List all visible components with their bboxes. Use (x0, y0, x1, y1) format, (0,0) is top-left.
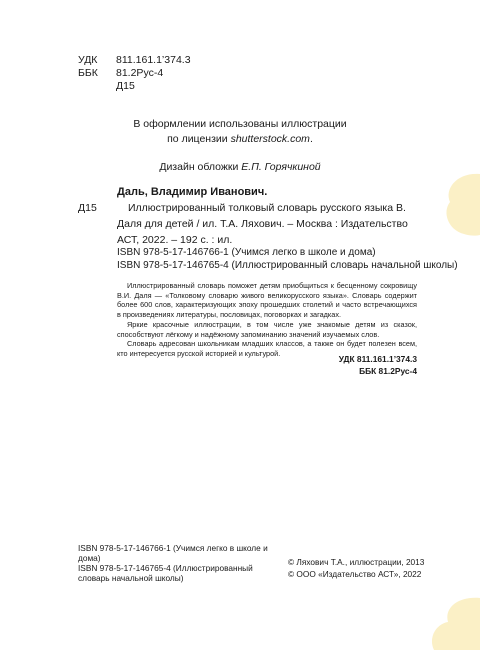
bibliography-author: Даль, Владимир Иванович. (117, 186, 268, 198)
illustrations-line-1: В оформлении использованы иллюстрации (133, 118, 347, 130)
illustrations-credit (0, 117, 480, 147)
bbk-value: 81.2Рус-4 (116, 67, 164, 79)
isbn-line-1: ISBN 978-5-17-146766-1 (Учимся легко в школе и дома) (117, 247, 376, 258)
footer-isbn (78, 543, 278, 583)
copyright-publisher: © ООО «Издательство АСТ», 2022 (288, 569, 422, 579)
cover-design-credit: Дизайн обложки Е.П. Горячкиной (159, 161, 321, 173)
bbk-code: ББК 81.2Рус-4 (359, 366, 417, 376)
annotation-paragraph-1: Иллюстрированный словарь поможет детям приобщиться к бесценному сокровищу В.И. Даля — «Толковому словарю живого великорусского языка». Словарь содержит более 600 слов, характеризующих эпоху прошедших столетий и часто встречающихся в произведениях литературы, пословицах, поговорках и загадках. (117, 281, 417, 320)
udk-code: УДК 811.161.1’374.3 (338, 354, 417, 364)
footer-isbn-1: ISBN 978-5-17-146766-1 (Учимся легко в школе и дома) (78, 543, 268, 563)
udk-label: УДК (78, 54, 98, 66)
isbn-line-2: ISBN 978-5-17-146765-4 (Иллюстрированный словарь начальной школы) (117, 260, 458, 271)
cover-designer: Е.П. Горячкиной (241, 161, 321, 173)
decorative-blob-top (440, 170, 480, 240)
annotation-paragraph-2: Яркие красочные иллюстрации, в том числе уже знакомые детям из сказок, способствуют лёгкому и надёжному запоминанию значений изучаемых слов. (117, 319, 417, 339)
illustrations-line-2: по лицензии shutterstock.com. (167, 133, 313, 145)
decorative-blob-bottom (420, 590, 480, 650)
annotation-paragraph-3: Словарь адресован школьникам младших классов, а также он будет полезен всем, кто интересуется русской историей и культурой. (117, 339, 417, 358)
author-mark-left: Д15 (78, 202, 97, 214)
classification-codes (339, 353, 417, 377)
udk-value: 811.161.1’374.3 (116, 54, 191, 66)
author-mark-top: Д15 (116, 80, 135, 92)
illustrations-source: shutterstock.com (230, 133, 310, 145)
footer-isbn-2: ISBN 978-5-17-146765-4 (Иллюстрированный словарь начальной школы) (78, 563, 253, 583)
bbk-label: ББК (78, 67, 98, 79)
copyright-illustrations: © Ляхович Т.А., иллюстрации, 2013 (288, 557, 425, 567)
udk-line (78, 54, 191, 67)
annotation (117, 281, 417, 359)
bbk-line (78, 67, 163, 80)
bibliography-description: Иллюстрированный толковый словарь русского языка В. Даля для детей / ил. Т.А. Ляхович. – Москва : Издательство АСТ, 2022. – 192 с. : ил. (117, 202, 408, 246)
footer-copyright (288, 556, 424, 580)
